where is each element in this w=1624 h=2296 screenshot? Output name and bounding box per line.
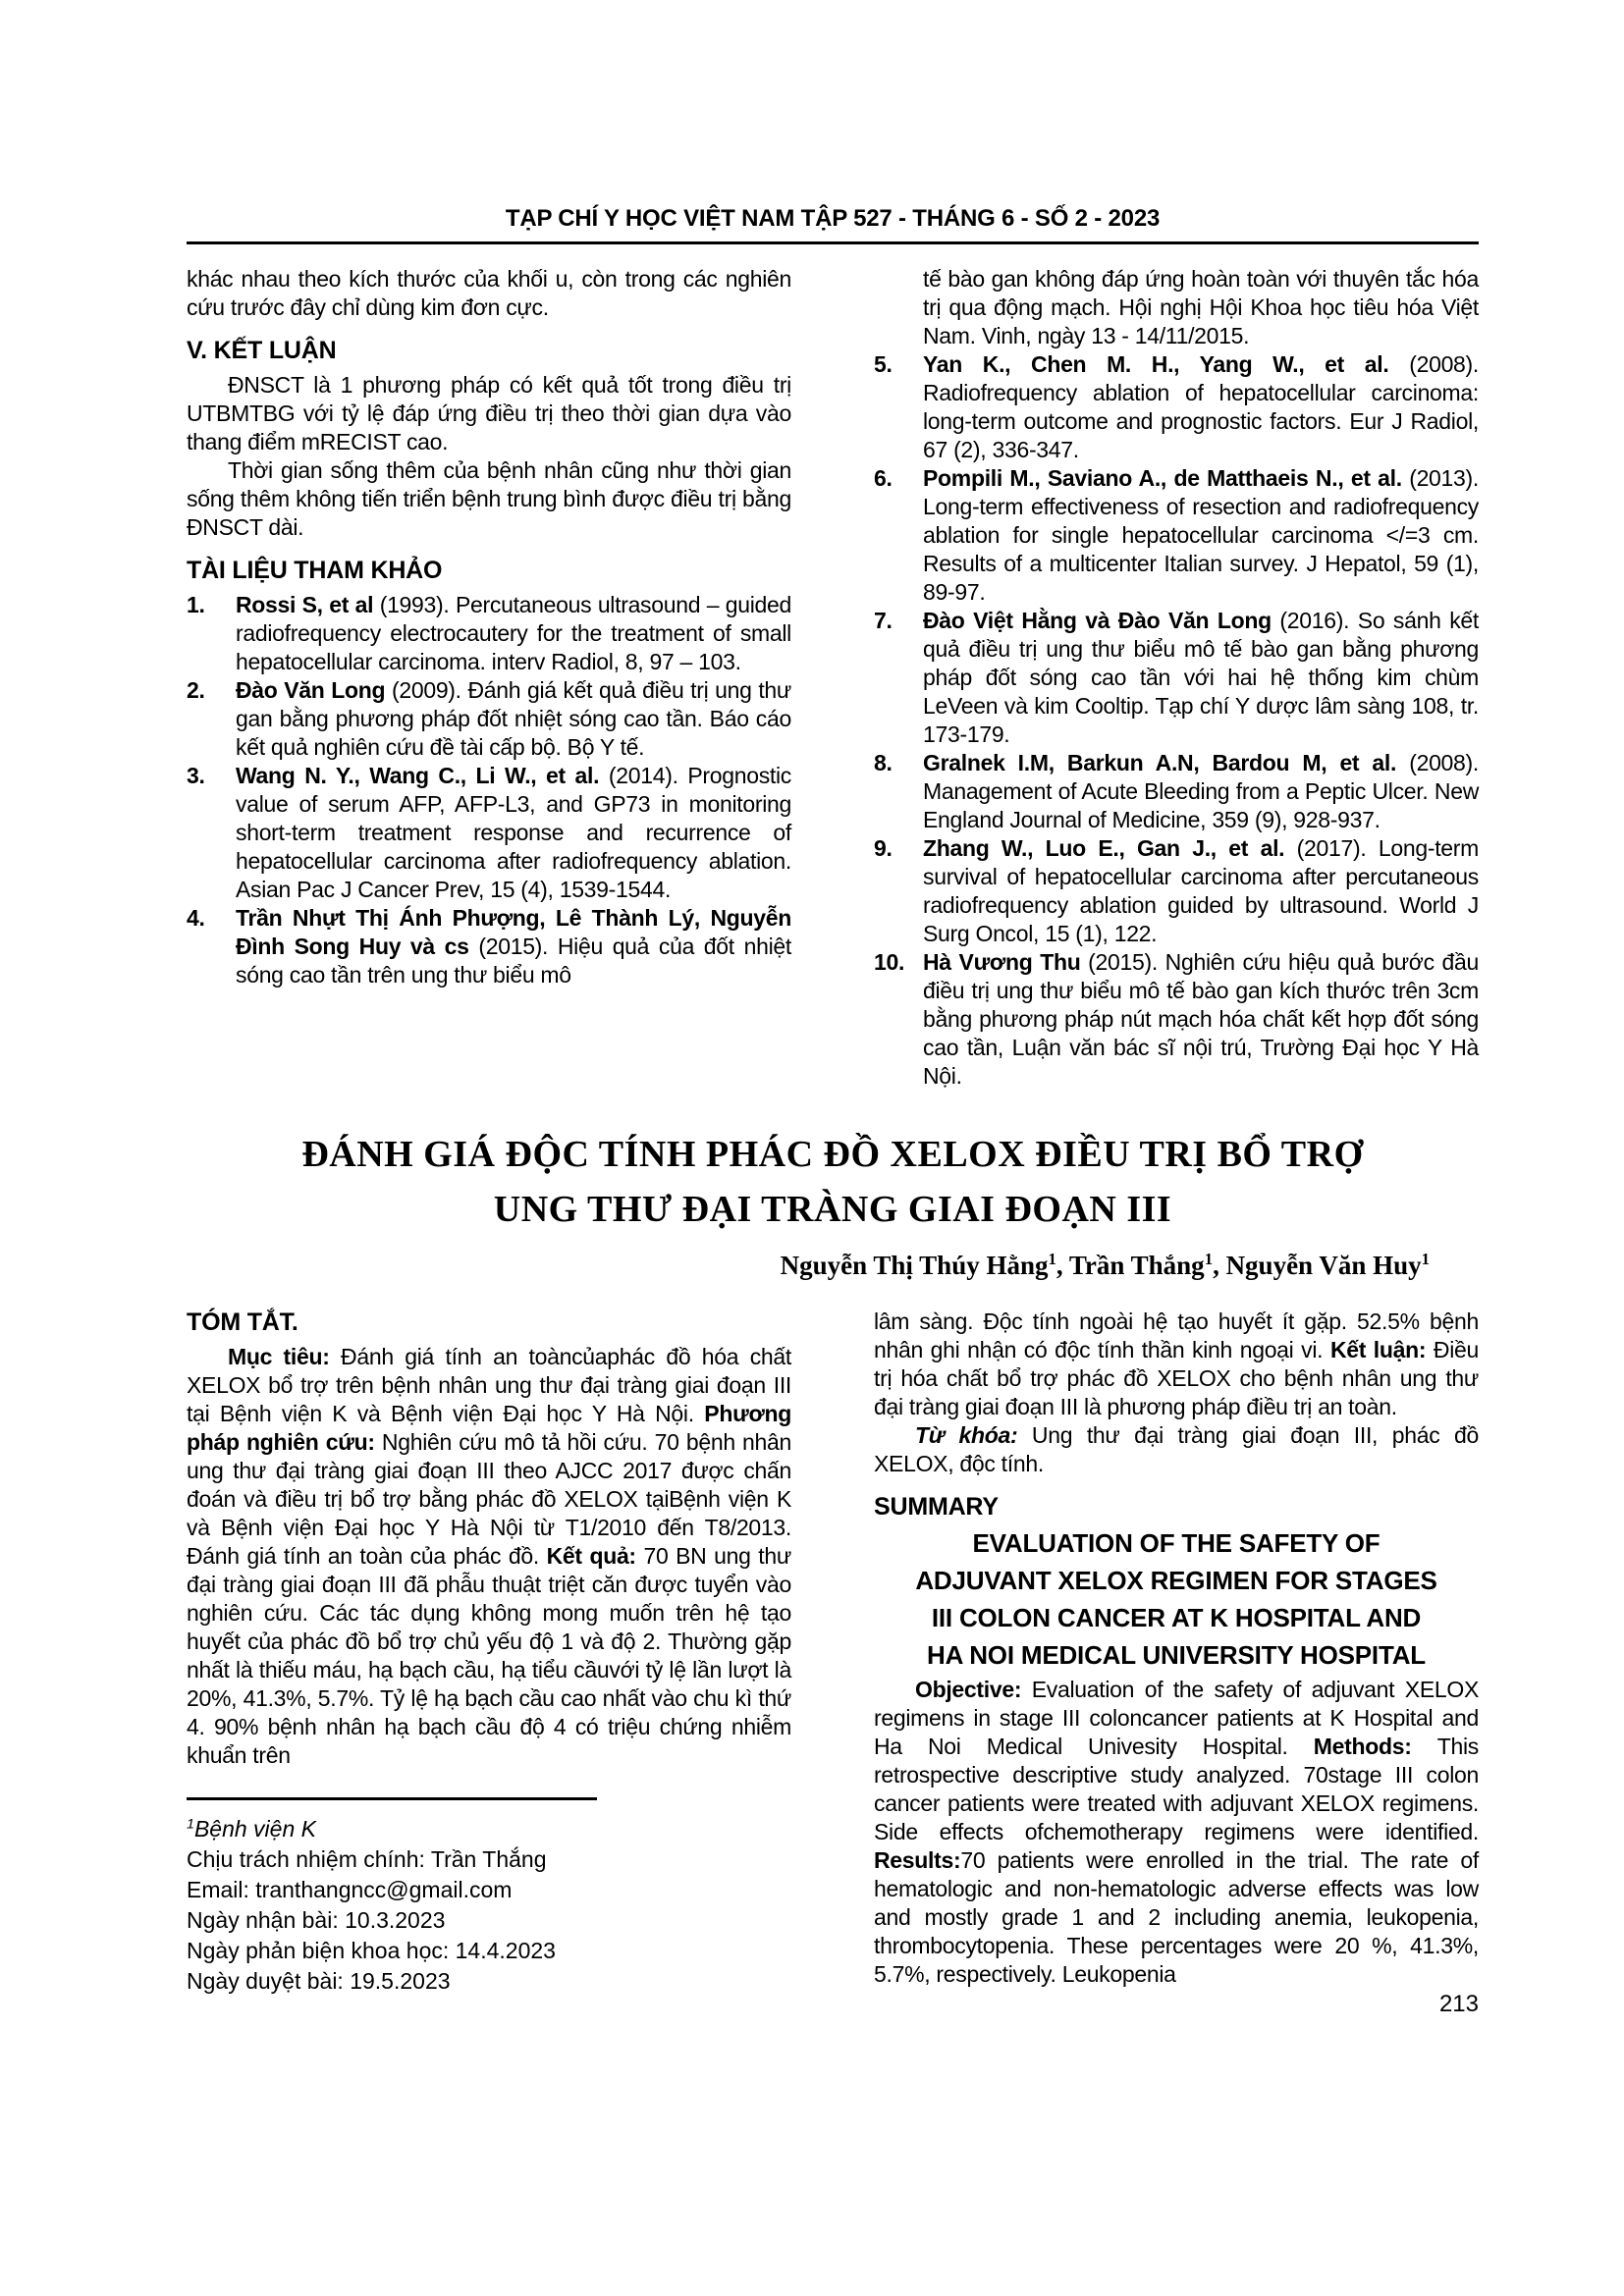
reference-continuation: tế bào gan không đáp ứng hoàn toàn với thuyên tắc hóa trị qua động mạch. Hội nghị Hội Khoa học tiêu hóa Việt Nam. Vinh, ngày 13 - 14/11/2015.: [923, 266, 1479, 348]
journal-header: TẠP CHÍ Y HỌC VIỆT NAM TẬP 527 - THÁNG 6 - SỐ 2 - 2023: [505, 205, 1161, 232]
conclusion-paragraph: ĐNSCT là 1 phương pháp có kết quả tốt trong điều trị UTBMTBG với tỷ lệ đáp ứng điều trị theo thời gian dựa vào thang điểm mRECIST cao.: [187, 372, 791, 454]
footnote-line: Email: tranthangncc@gmail.com: [187, 1877, 513, 1902]
keywords-paragraph: Từ khóa: Ung thư đại tràng giai đoạn III, phác đồ XELOX, độc tính.: [874, 1422, 1480, 1476]
reference-number: 1.: [187, 592, 205, 617]
article2-section: [187, 1308, 1479, 1997]
footnote-line: Chịu trách nhiệm chính: Trần Thắng: [187, 1846, 547, 1872]
article2-title-line1: ĐÁNH GIÁ ĐỘC TÍNH PHÁC ĐỒ XELOX ĐIỀU TRỊ BỔ TRỢ: [301, 1134, 1364, 1175]
article1-right-column: [874, 265, 1479, 1091]
article1-intro-paragraph: khác nhau theo kích thước của khối u, còn trong các nghiên cứu trước đây chỉ dùng kim đơn cực.: [187, 266, 791, 320]
article2-left-column: [187, 1308, 791, 1997]
footnote-line: Ngày nhận bài: 10.3.2023: [187, 1907, 446, 1933]
reference-item: [874, 464, 1479, 607]
article2-right-column: [874, 1308, 1479, 1997]
reference-number: 7.: [874, 608, 893, 633]
reference-authors: Zhang W., Luo E., Gan J., et al.: [923, 835, 1285, 861]
reference-text: (2008). Management of Acute Bleeding from a Peptic Ulcer. New England Journal of Medicine, 359 (9), 928-937.: [923, 750, 1479, 832]
summary-heading: SUMMARY: [874, 1493, 999, 1521]
reference-number: 2.: [187, 677, 205, 703]
abstract-paragraph: Mục tiêu: Đánh giá tính an toàncủaphác đồ hóa chất XELOX bổ trợ trên bệnh nhân ung thư đại tràng giai đoạn III tại Bệnh viện K và Bệnh viện Đại học Y Hà Nội. Phương pháp nghiên cứu: Nghiên cứu mô tả hồi cứu. 70 bệnh nhân ung thư đại tràng giai đoạn III theo AJCC 2017 được chấn đoán và điều trị bổ trợ bằng phác đồ XELOX tạiBệnh viện K và Bệnh viện Đại học Y Hà Nội từ T1/2010 đến T8/2013. Đánh giá tính an toàn của phác đồ. Kết quả: 70 BN ung thư đại tràng giai đoạn III đã phẫu thuật triệt căn được tuyển vào nghiên cứu. Các tác dụng không mong muốn trên hệ tạo huyết của phác đồ bổ trợ chủ yếu độ 1 và độ 2. Thường gặp nhất là thiếu máu, hạ bạch cầu, hạ tiểu cầuvới tỷ lệ lần lượt là 20%, 41.3%, 5.7%. Tỷ lệ hạ bạch cầu cao nhất vào chu kì thứ 4. 90% bệnh nhân hạ bạch cầu độ 4 có triệu chứng nhiễm khuẩn trên: [187, 1344, 791, 1768]
reference-number: 8.: [874, 750, 893, 775]
summary-title: [874, 1524, 1479, 1674]
reference-item: [187, 676, 791, 762]
footnote-block: [187, 1797, 791, 1997]
reference-authors: Đào Việt Hằng và Đào Văn Long: [923, 608, 1272, 633]
reference-item: [874, 834, 1479, 948]
abstract-continuation-paragraph: lâm sàng. Độc tính ngoài hệ tạo huyết ít gặp. 52.5% bệnh nhân ghi nhận có độc tính thần kinh ngoại vi. Kết luận: Điều trị hóa chất bổ trợ phác đồ XELOX cho bệnh nhân ung thư đại tràng giai đoạn III là phương pháp điều trị an toàn.: [874, 1308, 1479, 1419]
reference-item: [874, 749, 1479, 834]
summary-title-line: EVALUATION OF THE SAFETY OF: [972, 1528, 1380, 1558]
footnote-divider: [187, 1797, 597, 1800]
reference-number: 5.: [874, 351, 893, 377]
reference-text: (2008). Radiofrequency ablation of hepatocellular carcinoma: long-term outcome and prognostic factors. Eur J Radiol, 67 (2), 336-347.: [923, 351, 1479, 462]
article2-authors: Nguyễn Thị Thúy Hằng$^1$, Trần Thắng$^1$, Nguyễn Văn Huy$^1$: [780, 1250, 1430, 1280]
footnote-line: Ngày duyệt bài: 19.5.2023: [187, 1968, 451, 1994]
conclusion-heading: V. KẾT LUẬN: [187, 337, 337, 364]
reference-list-right: [874, 350, 1479, 1091]
reference-text: (2014). Prognostic value of serum AFP, AFP-L3, and GP73 in monitoring short-term treatment response and recurrence of hepatocellular carcinoma after radiofrequency ablation. Asian Pac J Cancer Prev, 15 (4), 1539-1544.: [236, 763, 792, 902]
reference-number: 10.: [874, 949, 905, 975]
reference-item: [187, 762, 791, 904]
reference-item: [874, 948, 1479, 1091]
reference-text: (1993). Percutaneous ultrasound – guided radiofrequency electrocautery for the treatment of small hepatocellular carcinoma. interv Radiol, 8, 97 – 103.: [236, 592, 791, 674]
header-divider: [187, 241, 1479, 244]
article2-title: [187, 1127, 1479, 1237]
reference-number: 6.: [874, 465, 893, 491]
reference-text: (2009). Đánh giá kết quả điều trị ung thư gan bằng phương pháp đốt nhiệt sóng cao tần. Báo cáo kết quả nghiên cứu đề tài cấp bộ. Bộ Y tế.: [236, 677, 791, 760]
page-number: 213: [1438, 1991, 1479, 2017]
reference-authors: Wang N. Y., Wang C., Li W., et al.: [236, 763, 600, 788]
reference-text: (2013). Long-term effectiveness of resection and radiofrequency ablation for single hepatocellular carcinoma </=3 cm. Results of a multicenter Italian survey. J Hepatol, 59 (1), 89-97.: [923, 465, 1479, 605]
footnote-line: Ngày phản biện khoa học: 14.4.2023: [187, 1938, 556, 1963]
reference-text: (2017). Long-term survival of hepatocellular carcinoma after percutaneous radiofrequency ablation guided by ultrasound. World J Surg Oncol, 15 (1), 122.: [923, 835, 1479, 946]
reference-authors: Pompili M., Saviano A., de Matthaeis N., et al.: [923, 465, 1402, 491]
conclusion-paragraph: Thời gian sống thêm của bệnh nhân cũng như thời gian sống thêm không tiến triển bệnh trung bình được điều trị bằng ĐNSCT dài.: [187, 457, 791, 540]
summary-title-line: HA NOI MEDICAL UNIVERSITY HOSPITAL: [927, 1640, 1426, 1670]
summary-title-line: ADJUVANT XELOX REGIMEN FOR STAGES: [915, 1566, 1437, 1595]
article2-title-line2: UNG THƯ ĐẠI TRÀNG GIAI ĐOẠN III: [493, 1189, 1172, 1230]
reference-item: [187, 904, 791, 989]
reference-authors: Hà Vương Thu: [923, 949, 1081, 975]
reference-authors: Rossi S, et al: [236, 592, 374, 617]
reference-authors: Yan K., Chen M. H., Yang W., et al.: [923, 351, 1389, 377]
reference-authors: Gralnek I.M, Barkun A.N, Bardou M, et al.: [923, 750, 1397, 775]
summary-title-line: III COLON CANCER AT K HOSPITAL AND: [931, 1603, 1422, 1632]
reference-authors: Đào Văn Long: [236, 677, 386, 703]
abstract-heading: TÓM TẮT.: [187, 1308, 298, 1336]
reference-text: (2016). So sánh kết quả điều trị ung thư biểu mô tế bào gan bằng phương pháp đốt sóng cao tần với hai hệ thống kim chùm LeVeen và kim Cooltip. Tạp chí Y dược lâm sàng 108, tr. 173-179.: [923, 608, 1479, 747]
reference-text: (2015). Hiệu quả của đốt nhiệt sóng cao tần trên ung thư biểu mô: [236, 934, 791, 988]
article1-left-column: [187, 265, 791, 1091]
reference-number: 9.: [874, 835, 893, 861]
references-heading: TÀI LIỆU THAM KHẢO: [187, 557, 443, 584]
article1-section: [187, 265, 1479, 1091]
reference-number: 3.: [187, 763, 205, 788]
reference-item: [874, 350, 1479, 464]
footnote-affiliation: $^1$Bệnh viện K: [187, 1816, 316, 1842]
reference-item: [187, 591, 791, 676]
reference-authors: Trần Nhựt Thị Ánh Phượng, Lê Thành Lý, Nguyễn Đình Song Huy và cs: [236, 905, 791, 959]
reference-list-left: [187, 591, 791, 989]
summary-paragraph: Objective: Evaluation of the safety of adjuvant XELOX regimens in stage III coloncancer patients at K Hospital and Ha Noi Medical Univesity Hospital. Methods: This retrospective descriptive study analyzed. 70stage III colon cancer patients were treated with adjuvant XELOX regimens. Side effects ofchemotherapy regimens were identified. Results:70 patients were enrolled in the trial. The rate of hematologic and non-hematologic adverse effects was low and mostly grade 1 and 2 including anemia, leukopenia, thrombocytopenia. These percentages were 20 %, 41.3%, 5.7%, respectively. Leukopenia: [874, 1677, 1480, 1987]
reference-text: (2015). Nghiên cứu hiệu quả bước đầu điều trị ung thư biểu mô tế bào gan kích thước trên 3cm bằng phương pháp nút mạch hóa chất kết hợp đốt sóng cao tần, Luận văn bác sĩ nội trú, Trường Đại học Y Hà Nội.: [923, 949, 1479, 1089]
reference-item: [874, 607, 1479, 749]
reference-number: 4.: [187, 905, 205, 931]
